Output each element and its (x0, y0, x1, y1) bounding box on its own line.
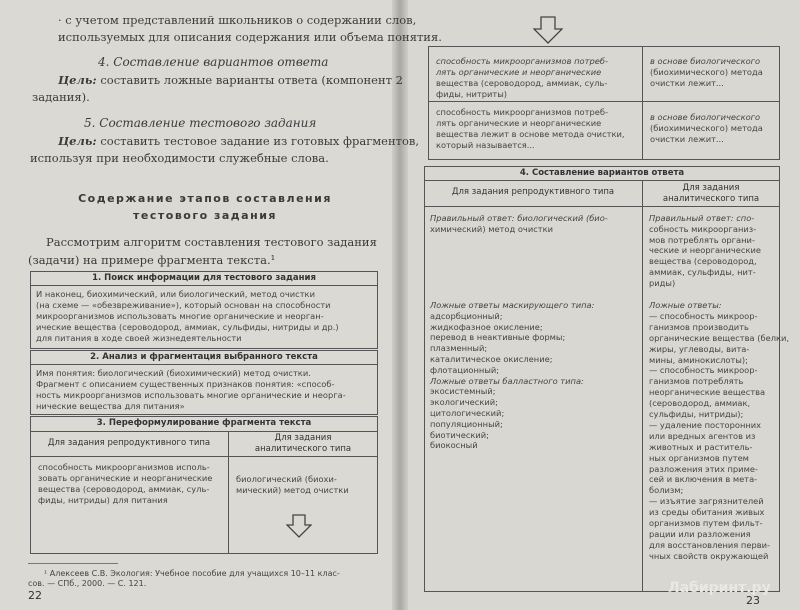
top-right-b-1: в основе биологического (650, 112, 761, 122)
left-false-line: перевод в неактивные формы; (430, 332, 566, 343)
right-false-line: болизм; (649, 485, 684, 496)
right-false-line: или вредных агентов из (649, 430, 756, 441)
right-false-line: из среды обитания живых (649, 507, 765, 518)
left-false-line: биотический; (430, 429, 489, 440)
top-right-a-2: (биохимического) метода (650, 67, 763, 77)
right-false-line: жиры, углеводы, вита- (649, 343, 750, 354)
right-false-line: (сероводород, аммиак, (649, 398, 751, 409)
right-false-line: — способность микроор- (649, 310, 758, 321)
right-false-line: ных организмов путем (649, 452, 749, 463)
right-false-line: разложения этих приме- (649, 463, 758, 474)
box2-header: 2. Анализ и фрагментация выбранного текста (90, 352, 318, 362)
box1-line-4: ические вещества (сероводород, аммиак, сульфиды, нитриды и др.) (36, 322, 339, 332)
right-false-line: — удаление посторонних (649, 419, 762, 430)
right-false-line: — способность микроор- (649, 365, 758, 376)
step4-title: 4. Составление вариантов ответа (98, 55, 329, 69)
right-false-line: Ложные ответы: (649, 300, 722, 310)
top-left-a-3: вещества (сероводород, аммиак, суль- (436, 78, 608, 88)
left-false-line: флотационный; (430, 364, 500, 375)
right-false-line: сей и включения в мета- (649, 474, 758, 485)
box1-header: 1. Поиск информации для тестового задания (92, 273, 316, 283)
step5-goal (58, 133, 419, 150)
box3-col2-header-1: Для задания (274, 433, 332, 443)
box4-col2-header-2: аналитического типа (662, 194, 760, 204)
box1-divider (30, 285, 378, 286)
top-left-b-2: лять органические и неорганические (436, 118, 602, 128)
right-correct-line: ческие и неорганические (649, 245, 761, 256)
top-left-a-1: способность микроорганизмов потреб- (436, 56, 608, 66)
box4-col2-header-1: Для задания (682, 183, 740, 193)
box3-left-line-3: вещества (сероводород, аммиак, суль- (38, 484, 210, 494)
box3-header: 3. Переформулирование фрагмента текста (96, 418, 312, 428)
box2-line-3: ность микроорганизмов использовать многие органические и неорга- (36, 390, 346, 400)
page-number-right: 23 (746, 594, 760, 607)
intro-line-1: · с учетом представлений школьников о содержании слов, (58, 13, 417, 27)
left-false-line: каталитическое окисление; (430, 354, 553, 364)
right-false-line: неорганические вещества (649, 387, 766, 398)
left-false-line: адсорбционный; (430, 310, 503, 321)
left-false-line: экосистемный; (430, 386, 496, 397)
left-correct-2: химический) метод очистки (430, 224, 554, 234)
box3-left-line-1: способность микроорганизмов исполь- (38, 462, 210, 472)
box3-right-line-1: биологический (биохи- (236, 474, 337, 484)
right-false-line: сульфиды, нитриды); (649, 409, 744, 419)
box4-col-divider (642, 180, 643, 591)
top-left-a-4: фиды, нитриты) (436, 89, 507, 99)
box4-header: 4. Составление вариантов ответа (519, 168, 685, 178)
left-false-line: экологический; (430, 397, 498, 408)
left-false-line: Ложные ответы маскирующего типа: (430, 300, 595, 310)
footnote-line-1: ¹ Алексеев С.В. Экология: Учебное пособие для учащихся 10–11 клас- (44, 569, 340, 578)
box4-divider-2 (424, 206, 780, 207)
right-false-line: — изъятие загрязнителей (649, 496, 764, 507)
watermark-text: Лабиринт.ру (668, 580, 771, 596)
box3-col2-header-2: аналитического типа (254, 444, 352, 454)
top-left-b-4: который называется... (436, 140, 535, 150)
top-row-divider (428, 101, 780, 102)
box1-line-5: для питания в ходе своей жизнедеятельности (36, 333, 242, 343)
step5-goal-label: Цель: (58, 134, 97, 148)
top-left-b-1: способность микроорганизмов потреб- (436, 107, 608, 117)
down-arrow-icon (533, 16, 563, 44)
top-right-a-3: очистки лежит... (650, 78, 724, 88)
left-correct-1: Правильный ответ: биологический (био- (430, 213, 608, 223)
right-correct-line: вещества (сероводород, (649, 256, 757, 267)
para-line-2: (задачи) на примере фрагмента текста.¹ (28, 253, 276, 267)
left-false-line: жидкофазное окисление; (430, 321, 543, 332)
right-false-line: мины, аминокислоты); (649, 354, 748, 365)
para-line-1: Рассмотрим алгоритм составления тестового задания (46, 235, 377, 249)
box3-left-line-4: фиды, нитриды) для питания (38, 495, 168, 505)
right-correct-line: Правильный ответ: спо- (649, 213, 755, 223)
box1-line-1: И наконец, биохимический, или биологический, метод очистки (36, 289, 315, 299)
step4-goal-label: Цель: (58, 73, 97, 87)
top-left-b-3: вещества лежит в основе метода очистки, (436, 129, 625, 139)
top-right-b-3: очистки лежит... (650, 134, 724, 144)
box4-col1-header: Для задания репродуктивного типа (451, 187, 615, 197)
section-title-1: Содержание этапов составления (78, 192, 332, 205)
right-false-line: ганизмов производить (649, 321, 749, 332)
box1-line-3: микроорганизмов использовать многие органические и неорган- (36, 311, 324, 321)
top-right-b-2: (биохимического) метода (650, 123, 763, 133)
step4-goal-cont: задания). (32, 90, 90, 104)
right-false-line: для восстановления перви- (649, 539, 770, 550)
book-gutter (392, 0, 408, 610)
footnote-line-2: сов. — СПб., 2000. — С. 121. (28, 579, 147, 588)
intro-line-2: используемых для описания содержания или объема понятия. (58, 30, 442, 44)
box3-right-line-2: мический) метод очистки (236, 485, 349, 495)
top-right-a-1: в основе биологического (650, 56, 761, 66)
page-number-left: 22 (28, 589, 42, 602)
step4-goal (58, 72, 403, 89)
step5-title: 5. Составление тестового задания (84, 116, 317, 130)
right-correct-line: собность микроорганиз- (649, 223, 757, 234)
box2-line-1: Имя понятия: биологический (биохимический) метод очистки. (36, 368, 311, 378)
right-false-line: организмов путем фильт- (649, 518, 763, 528)
box1-line-2: (на схеме — «обезвреживание»), который основан на способности (36, 300, 331, 310)
step4-goal-text: составить ложные варианты ответа (компонент 2 (100, 73, 403, 87)
right-correct-line: риды) (649, 277, 676, 288)
top-col-divider (642, 46, 643, 159)
box2-line-4: нические вещества для питания» (36, 401, 185, 411)
box3-left-line-2: зовать органические и неорганические (38, 473, 213, 483)
left-false-line: популяционный; (430, 418, 503, 429)
left-false-line: биокосный (430, 440, 478, 451)
right-correct-line: аммиак, сульфиды, нит- (649, 267, 756, 277)
left-false-line: плазменный; (430, 343, 488, 354)
step5-goal-text: составить тестовое задание из готовых фрагментов, (100, 134, 420, 148)
box2-divider (30, 364, 378, 365)
left-false-line: цитологический; (430, 408, 505, 418)
box3-divider-2 (30, 456, 378, 457)
right-false-line: органические вещества (белки, (649, 332, 790, 343)
box2-line-2: Фрагмент с описанием существенных признаков понятия: «способ- (36, 379, 335, 389)
right-false-line: ганизмов потреблять (649, 376, 744, 387)
top-left-a-2: лять органические и неорганические (436, 67, 602, 77)
box4-divider-1 (424, 180, 780, 181)
box3-divider-1 (30, 431, 378, 432)
right-false-line: чных свойств окружающей (649, 550, 769, 561)
box3-col1-header: Для задания репродуктивного типа (47, 438, 211, 448)
section-title-2: тестового задания (133, 209, 277, 222)
right-false-line: животных и раститель- (649, 441, 753, 452)
down-arrow-icon (286, 514, 312, 538)
left-false-line: Ложные ответы балластного типа: (430, 375, 584, 386)
step5-goal-cont: используя при необходимости служебные слова. (30, 151, 329, 165)
right-false-line: рации или разложения (649, 528, 751, 539)
footnote-rule (28, 563, 118, 564)
right-correct-line: мов потреблять органи- (649, 234, 755, 245)
